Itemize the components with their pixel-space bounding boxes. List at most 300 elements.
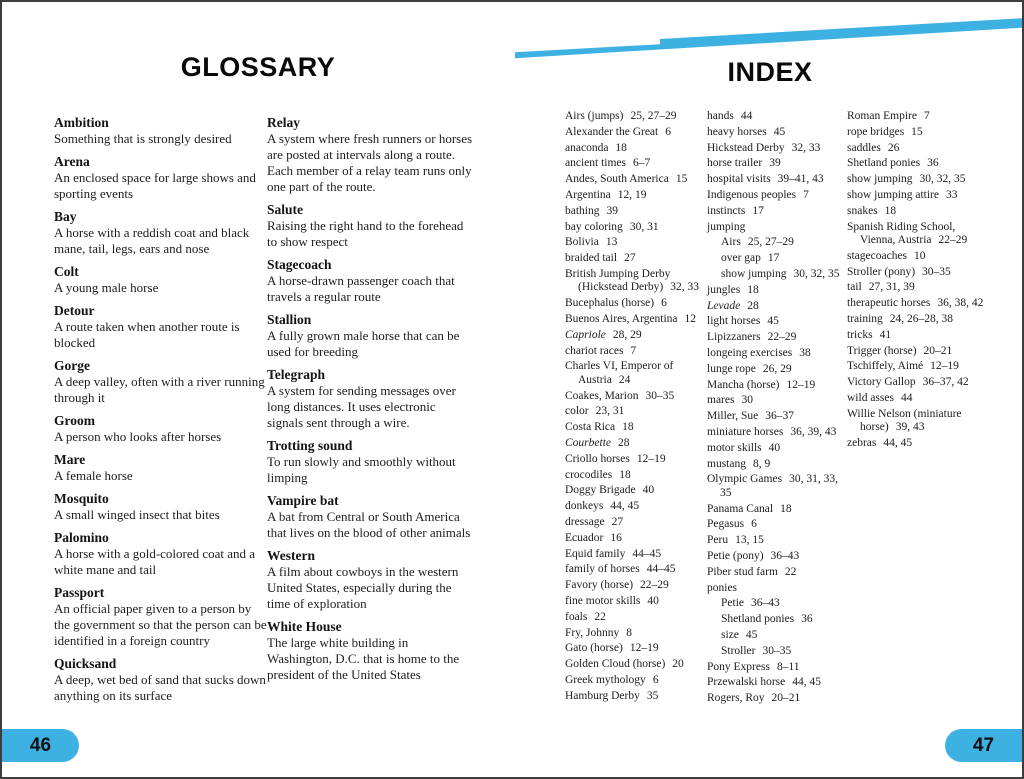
index-term: show jumping attire xyxy=(847,188,939,201)
index-page-numbers: 39–41, 43 xyxy=(777,173,824,186)
index-entry xyxy=(707,221,844,234)
index-term: Pony Express xyxy=(707,660,770,673)
index-page-numbers: 22–29 xyxy=(938,233,968,246)
glossary-term: Trotting sound xyxy=(267,438,353,453)
glossary-entry xyxy=(267,493,474,541)
index-page-numbers: 22 xyxy=(784,565,797,578)
index-term: Favory (horse) xyxy=(565,579,634,592)
index-page-numbers: 30, 32, 35 xyxy=(919,173,966,186)
index-entry xyxy=(565,674,706,687)
index-entry xyxy=(565,627,706,640)
index-entry xyxy=(565,500,706,513)
index-term: instincts xyxy=(707,204,746,217)
glossary-entry xyxy=(54,303,267,351)
index-entry xyxy=(707,550,844,563)
index-term: Bucephalus (horse) xyxy=(565,297,655,310)
index-term: Roman Empire xyxy=(847,110,917,122)
index-page-numbers: 27 xyxy=(624,252,636,265)
index-page-numbers: 35 xyxy=(646,689,659,702)
glossary-definition: A deep valley, often with a river running through it xyxy=(54,374,265,405)
index-entry xyxy=(565,142,706,155)
index-page-numbers: 36 xyxy=(801,613,813,626)
index-entry xyxy=(565,437,706,450)
glossary-definition: A horse with a reddish coat and black mane, tail, legs, ears and nose xyxy=(54,225,250,256)
glossary-entry xyxy=(54,115,267,147)
index-term: show jumping xyxy=(847,173,913,186)
index-entry xyxy=(565,611,706,624)
index-entry xyxy=(565,390,706,403)
index-page-numbers: 20–21 xyxy=(771,692,801,705)
index-term: braided tail xyxy=(565,252,618,265)
index-page-numbers: 6 xyxy=(661,297,667,310)
index-term: donkeys xyxy=(565,500,604,513)
index-page-numbers: 26 xyxy=(887,141,900,154)
index-page-numbers: 6 xyxy=(652,673,659,686)
index-term: family of horses xyxy=(565,563,640,576)
index-page-numbers: 30, 32, 35 xyxy=(793,267,840,280)
index-page-numbers: 20–21 xyxy=(923,344,953,357)
glossary-term: Salute xyxy=(267,202,304,217)
index-entry xyxy=(565,221,706,234)
index-page-numbers: 7 xyxy=(923,110,930,122)
index-page-numbers: 30, 31, 33, 35 xyxy=(720,473,838,499)
index-entry xyxy=(707,410,844,423)
glossary-term: Vampire bat xyxy=(267,493,339,508)
glossary-term: Relay xyxy=(267,115,300,130)
index-entry xyxy=(707,189,844,202)
index-page-numbers: 36, 39, 43 xyxy=(790,425,837,438)
index-term: color xyxy=(565,405,589,418)
index-term: Willie Nelson (miniature horse) xyxy=(847,407,962,434)
index-entry xyxy=(565,173,706,186)
index-page-numbers: 20 xyxy=(672,658,684,671)
index-term: Capriole xyxy=(565,328,606,341)
index-term: Buenos Aires, Argentina xyxy=(565,312,678,325)
index-page-numbers: 8–11 xyxy=(776,660,800,673)
index-term: Stroller xyxy=(721,644,756,657)
index-entry xyxy=(847,281,992,294)
glossary-term: Mosquito xyxy=(54,491,109,506)
glossary-definition: An enclosed space for large shows and sporting events xyxy=(54,170,256,201)
index-entry xyxy=(565,297,706,310)
glossary-definition: To run slowly and smoothly without limping xyxy=(267,454,456,485)
page-number-badge-right: 47 xyxy=(945,729,1022,762)
index-term: Trigger (horse) xyxy=(847,344,917,357)
index-entry xyxy=(721,252,844,265)
index-term: Airs (jumps) xyxy=(565,110,624,122)
index-entry xyxy=(565,205,706,218)
index-page-numbers: 18 xyxy=(619,468,631,481)
index-term: show jumping xyxy=(721,267,787,280)
index-term: Gato (horse) xyxy=(565,642,623,655)
glossary-entry xyxy=(54,585,267,649)
index-term: size xyxy=(721,628,739,641)
index-page-numbers: 41 xyxy=(879,328,892,341)
index-column-2 xyxy=(707,110,844,708)
glossary-term: Ambition xyxy=(54,115,109,130)
index-page-numbers: 44 xyxy=(740,110,753,122)
index-page-numbers: 22 xyxy=(594,610,606,623)
index-entry xyxy=(847,345,992,358)
index-page-numbers: 24, 26–28, 38 xyxy=(889,312,954,325)
index-entry xyxy=(707,205,844,218)
glossary-page-title: GLOSSARY xyxy=(180,52,336,82)
index-page-numbers: 22–29 xyxy=(640,579,669,592)
index-entry xyxy=(565,236,706,249)
glossary-term: Bay xyxy=(54,209,77,224)
index-term: tail xyxy=(847,281,862,294)
index-page-numbers: 28 xyxy=(618,436,630,449)
index-page-numbers: 44–45 xyxy=(646,563,676,576)
index-page-numbers: 7 xyxy=(803,188,809,201)
index-entry xyxy=(565,642,706,655)
index-entry xyxy=(707,426,844,439)
glossary-definition: A female horse xyxy=(54,468,133,483)
glossary-definition: A horse with a gold-colored coat and a white mane and tail xyxy=(54,546,256,577)
glossary-entry xyxy=(267,115,474,195)
index-page-numbers: 39 xyxy=(606,204,618,217)
index-page-numbers: 30–35 xyxy=(762,644,792,657)
glossary-definition: Something that is strongly desired xyxy=(54,131,232,146)
index-term: Ecuador xyxy=(565,531,604,544)
index-entry xyxy=(707,394,844,407)
index-term: chariot races xyxy=(565,344,624,357)
index-entry xyxy=(707,300,844,313)
glossary-term: Detour xyxy=(54,303,95,318)
index-entry xyxy=(707,142,844,155)
index-entry xyxy=(565,469,706,482)
glossary-definition: A film about cowboys in the western United States, especially during the time of exploration xyxy=(267,564,459,611)
index-entry xyxy=(565,268,706,295)
glossary-term: Groom xyxy=(54,413,95,428)
index-entry xyxy=(565,313,706,326)
index-term: Hamburg Derby xyxy=(565,689,640,702)
index-entry xyxy=(565,421,706,434)
index-entry xyxy=(847,376,992,389)
index-term: heavy horses xyxy=(707,125,767,138)
index-page-numbers: 30–35 xyxy=(645,389,675,402)
index-term: Hickstead Derby xyxy=(707,141,785,154)
index-page-numbers: 39, 43 xyxy=(895,421,925,434)
index-page-title: INDEX xyxy=(727,57,813,87)
index-entry xyxy=(565,329,706,342)
index-page-numbers: 28 xyxy=(747,299,759,312)
index-term: fine motor skills xyxy=(565,594,641,607)
glossary-entry xyxy=(54,530,267,578)
index-term: Mancha (horse) xyxy=(707,378,780,391)
index-entry xyxy=(565,126,706,139)
index-term: snakes xyxy=(847,204,878,217)
index-term: Coakes, Marion xyxy=(565,389,639,402)
index-page-numbers: 40 xyxy=(768,441,781,454)
index-entry xyxy=(565,563,706,576)
index-term: Indigenous peoples xyxy=(707,188,797,201)
glossary-definition: A fully grown male horse that can be used for breeding xyxy=(267,328,460,359)
index-entry xyxy=(565,252,706,265)
index-entry xyxy=(707,582,844,595)
index-page-numbers: 30 xyxy=(741,394,753,407)
index-term: Piber stud farm xyxy=(707,565,778,578)
index-entry xyxy=(707,157,844,170)
index-entry xyxy=(847,437,992,450)
index-page-numbers: 36–43 xyxy=(751,597,780,610)
index-term: ancient times xyxy=(565,157,626,170)
index-entry xyxy=(565,579,706,592)
index-page-numbers: 12–19 xyxy=(629,642,659,655)
index-page-numbers: 30–35 xyxy=(922,265,951,278)
index-entry xyxy=(847,157,992,170)
index-term: wild asses xyxy=(847,391,894,404)
index-page-numbers: 28, 29 xyxy=(612,328,642,341)
index-entry xyxy=(707,503,844,516)
index-entry xyxy=(707,363,844,376)
index-term: Andes, South America xyxy=(565,173,669,186)
index-entry xyxy=(565,484,706,497)
index-page-numbers: 6–7 xyxy=(633,157,651,170)
index-page-numbers: 32, 33 xyxy=(670,281,700,294)
index-term: saddles xyxy=(847,141,881,154)
index-term: mustang xyxy=(707,457,746,470)
index-entry xyxy=(565,516,706,529)
index-term: hands xyxy=(707,110,734,122)
glossary-entry xyxy=(54,358,267,406)
index-entry xyxy=(847,110,992,123)
index-term: Equid family xyxy=(565,547,626,560)
index-page-numbers: 45 xyxy=(773,125,786,138)
index-page-numbers: 12, 19 xyxy=(617,188,647,201)
index-entry xyxy=(565,658,706,671)
glossary-entry xyxy=(54,209,267,257)
index-page-numbers: 6 xyxy=(665,125,671,138)
index-entry xyxy=(707,379,844,392)
index-entry xyxy=(565,189,706,202)
index-term: bay coloring xyxy=(565,220,623,233)
index-page-numbers: 44, 45 xyxy=(610,500,640,513)
index-term: lunge rope xyxy=(707,362,756,375)
glossary-term: Gorge xyxy=(54,358,90,373)
index-term: foals xyxy=(565,610,588,623)
index-term: Alexander the Great xyxy=(565,125,659,138)
index-term: horse trailer xyxy=(707,157,763,170)
glossary-definition: A system where fresh runners or horses are posted at intervals along a route. Each member of a relay team runs only one part of the route. xyxy=(267,131,473,194)
index-page-numbers: 18 xyxy=(622,421,634,434)
glossary-term: Stagecoach xyxy=(267,257,332,272)
index-entry xyxy=(565,690,706,703)
index-term: Fry, Johnny xyxy=(565,626,620,639)
index-term: Shetland ponies xyxy=(721,613,795,626)
index-term: Argentina xyxy=(565,188,611,201)
index-entry xyxy=(847,189,992,202)
glossary-term: Colt xyxy=(54,264,79,279)
index-entry xyxy=(565,595,706,608)
index-entry xyxy=(707,331,844,344)
index-term: Peru xyxy=(707,534,729,547)
index-term: Miller, Sue xyxy=(707,410,759,423)
index-page-numbers: 23, 31 xyxy=(595,405,625,418)
index-page-numbers: 44 xyxy=(900,391,913,404)
index-page-numbers: 45 xyxy=(767,315,779,328)
index-page-numbers: 32, 33 xyxy=(791,141,821,154)
index-term: Stroller (pony) xyxy=(847,265,916,278)
index-entry xyxy=(847,360,992,373)
index-entry xyxy=(565,532,706,545)
index-page-numbers: 17 xyxy=(752,204,764,217)
index-page-numbers: 36–43 xyxy=(770,549,800,562)
index-term: Petie xyxy=(721,597,744,610)
index-page-numbers: 15 xyxy=(911,125,923,138)
index-entry xyxy=(721,645,844,658)
index-page-numbers: 27, 31, 39 xyxy=(868,281,915,294)
index-page-numbers: 18 xyxy=(780,502,792,515)
glossary-definition: A deep, wet bed of sand that sucks down anything on its surface xyxy=(54,672,266,703)
index-term: zebras xyxy=(847,436,877,449)
index-page-numbers: 44, 45 xyxy=(883,436,913,449)
index-term: jungles xyxy=(707,283,741,296)
index-entry xyxy=(721,268,844,281)
index-term: Przewalski horse xyxy=(707,676,786,689)
glossary-definition: A bat from Central or South America that lives on the blood of other animals xyxy=(267,509,471,540)
index-entry xyxy=(721,629,844,642)
index-page-numbers: 8, 9 xyxy=(752,457,771,470)
index-entry xyxy=(721,597,844,610)
index-page-numbers: 13, 15 xyxy=(735,534,764,547)
glossary-term: Palomino xyxy=(54,530,109,545)
index-page-numbers: 7 xyxy=(630,344,637,357)
index-page-numbers: 18 xyxy=(884,204,897,217)
index-entry xyxy=(847,408,992,435)
index-term: rope bridges xyxy=(847,125,905,138)
index-page-numbers: 39 xyxy=(769,157,781,170)
page-number-badge-left: 46 xyxy=(2,729,79,762)
index-entry xyxy=(707,692,844,705)
glossary-entry xyxy=(267,619,474,683)
index-term: Bolivia xyxy=(565,236,599,249)
glossary-term: Quicksand xyxy=(54,656,117,671)
index-entry xyxy=(707,661,844,674)
index-page-numbers: 15 xyxy=(675,173,688,186)
index-entry xyxy=(707,566,844,579)
index-term: dressage xyxy=(565,515,605,528)
index-term: Golden Cloud (horse) xyxy=(565,658,666,671)
index-entry xyxy=(707,284,844,297)
glossary-definition: A horse-drawn passenger coach that travels a regular route xyxy=(267,273,455,304)
glossary-entry xyxy=(267,367,474,431)
glossary-definition: An official paper given to a person by the government so that the person can be identified in a foreign country xyxy=(54,601,267,648)
index-term: Lipizzaners xyxy=(707,331,761,344)
index-page-numbers: 24 xyxy=(618,373,631,386)
index-term: Olympic Games xyxy=(707,473,783,486)
index-page-numbers: 12 xyxy=(684,312,697,325)
index-page-numbers: 38 xyxy=(799,346,811,359)
index-term: Airs xyxy=(721,236,741,249)
glossary-entry xyxy=(267,202,474,250)
index-page-numbers: 12–19 xyxy=(930,360,959,373)
glossary-definition: A young male horse xyxy=(54,280,159,295)
index-page-numbers: 10 xyxy=(914,249,926,262)
index-term: jumping xyxy=(707,220,746,233)
index-page-numbers: 33 xyxy=(946,188,958,201)
index-term: training xyxy=(847,312,883,325)
glossary-entry xyxy=(54,154,267,202)
index-term: motor skills xyxy=(707,441,762,454)
index-entry xyxy=(707,110,844,123)
glossary-definition: Raising the right hand to the forehead to show respect xyxy=(267,218,464,249)
index-entry xyxy=(707,676,844,689)
index-page-numbers: 44, 45 xyxy=(792,676,821,689)
glossary-term: White House xyxy=(267,619,342,634)
index-term: stagecoaches xyxy=(847,249,908,262)
glossary-term: Stallion xyxy=(267,312,312,327)
glossary-entry xyxy=(54,491,267,523)
index-entry xyxy=(707,315,844,328)
glossary-term: Mare xyxy=(54,452,86,467)
index-entry xyxy=(847,297,992,310)
index-entry xyxy=(707,126,844,139)
index-term: bathing xyxy=(565,204,600,217)
index-term: Pegasus xyxy=(707,518,745,531)
index-term: Levade xyxy=(707,299,741,312)
glossary-column-1 xyxy=(54,115,267,711)
index-term: Greek mythology xyxy=(565,673,646,686)
index-term: Charles VI, Emperor of Austria xyxy=(565,360,674,386)
index-entry xyxy=(847,205,992,218)
index-term: Doggy Brigade xyxy=(565,484,636,497)
index-entry xyxy=(565,360,706,387)
glossary-entry xyxy=(54,452,267,484)
glossary-definition: A small winged insect that bites xyxy=(54,507,220,522)
index-term: Courbette xyxy=(565,436,611,449)
index-term: Petie (pony) xyxy=(707,549,764,562)
index-page-numbers: 26, 29 xyxy=(762,362,792,375)
glossary-entry xyxy=(54,264,267,296)
index-entry xyxy=(565,157,706,170)
index-page-numbers: 25, 27–29 xyxy=(747,236,794,249)
glossary-entry xyxy=(267,548,474,612)
glossary-term: Arena xyxy=(54,154,90,169)
glossary-entry xyxy=(267,438,474,486)
index-page-numbers: 16 xyxy=(610,531,622,544)
index-term: crocodiles xyxy=(565,468,613,481)
index-term: miniature horses xyxy=(707,425,784,438)
index-term: over gap xyxy=(721,252,761,265)
index-entry xyxy=(847,221,992,248)
glossary-definition: A person who looks after horses xyxy=(54,429,222,444)
index-term: Victory Gallop xyxy=(847,376,916,389)
index-page-numbers: 22–29 xyxy=(767,331,797,344)
index-entry xyxy=(565,345,706,358)
index-page-numbers: 27 xyxy=(611,515,624,528)
index-term: British Jumping Derby (Hickstead Derby) xyxy=(565,267,671,294)
index-page-numbers: 45 xyxy=(745,628,758,641)
index-entry xyxy=(707,518,844,531)
index-term: ponies xyxy=(707,581,738,594)
index-column-3 xyxy=(847,110,992,453)
glossary-term: Western xyxy=(267,548,315,563)
index-entry xyxy=(847,313,992,326)
glossary-term: Telegraph xyxy=(267,367,326,382)
index-page-numbers: 36–37 xyxy=(765,410,795,423)
index-term: Criollo horses xyxy=(565,452,630,465)
index-page-numbers: 25, 27–29 xyxy=(630,110,677,122)
index-page-numbers: 30, 31 xyxy=(629,220,659,233)
index-entry xyxy=(721,236,844,249)
index-entry xyxy=(847,126,992,139)
index-entry xyxy=(847,266,992,279)
index-page-numbers: 12–19 xyxy=(786,378,816,391)
index-term: Spanish Riding School, Vienna, Austria xyxy=(847,220,956,246)
index-term: Costa Rica xyxy=(565,421,616,434)
index-entry xyxy=(565,453,706,466)
